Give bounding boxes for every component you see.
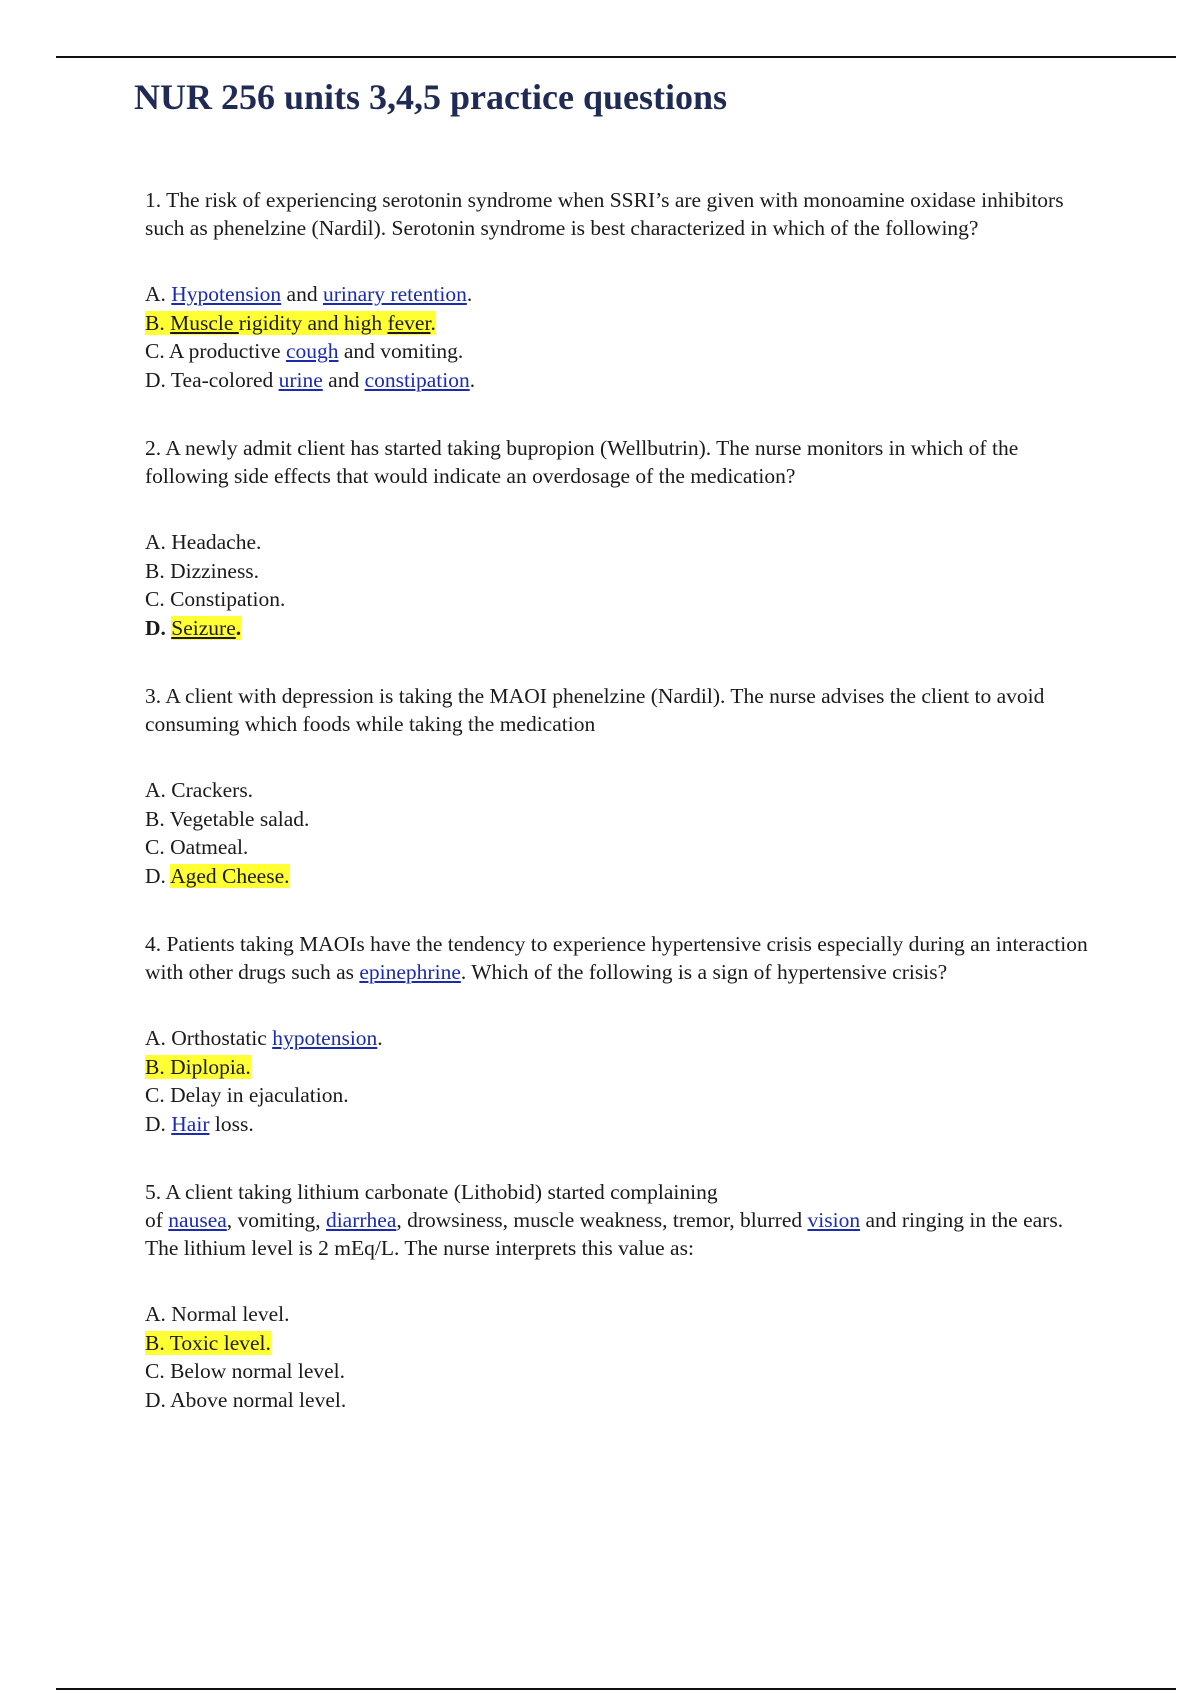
question-2-option-d-correct (145, 614, 1095, 643)
link-urinary-retention[interactable]: urinary retention (322, 282, 467, 306)
question-3-option-a: A. Crackers. (145, 778, 254, 802)
question-4-option-b-correct (145, 1053, 1095, 1082)
answer-highlight (145, 311, 436, 335)
stem-text: 4. Patients taking MAOIs have the tendency to experience hypertensive crisis especially during an interaction with other drugs such as (145, 932, 1088, 984)
link-hair[interactable]: Hair (171, 1111, 210, 1136)
question-4-stem (145, 930, 1095, 986)
link-seizure[interactable]: Seizure (171, 615, 236, 640)
option-text: loss. (209, 1111, 254, 1136)
question-1-stem: 1. The risk of experiencing serotonin syndrome when SSRI’s are given with monoamine oxidase inhibitors such as phenelzine (Nardil). Serotonin syndrome is best characterized in which of the following? (145, 188, 1064, 240)
question-3 (145, 682, 1095, 890)
link-epinephrine[interactable]: epinephrine (359, 960, 461, 984)
question-5-stem (145, 1178, 1095, 1262)
option-text: A. Orthostatic (145, 1026, 273, 1050)
question-2-option-a: A. Headache. (145, 530, 262, 554)
question-2-option-c: C. Constipation. (145, 587, 286, 611)
question-1 (145, 186, 1095, 394)
question-4-option-a (145, 1024, 1095, 1053)
bottom-rule (56, 1688, 1176, 1690)
link-hypotension[interactable]: hypotension (272, 1026, 378, 1050)
question-2 (145, 434, 1095, 642)
stem-text: , vomiting, (226, 1208, 326, 1232)
answer-highlight: B. Diplopia. (145, 1054, 251, 1079)
question-4-options (145, 1024, 1095, 1138)
link-hypotension[interactable]: Hypotension (171, 282, 282, 306)
option-text: . (235, 615, 242, 640)
question-3-stem: 3. A client with depression is taking the MAOI phenelzine (Nardil). The nurse advises the client to avoid consuming which foods while taking the medication (145, 684, 1045, 736)
question-1-option-b-correct (145, 309, 1095, 338)
question-3-option-d-correct (145, 862, 1095, 891)
question-5 (145, 1178, 1095, 1414)
link-nausea[interactable]: nausea (168, 1208, 227, 1232)
link-cough[interactable]: cough (285, 339, 339, 363)
option-text: and vomiting. (338, 339, 464, 363)
option-text: A. (145, 282, 172, 306)
question-1-option-a (145, 280, 1095, 309)
answer-highlight: B. Toxic level. (145, 1330, 271, 1355)
option-text: . (469, 367, 476, 392)
answer-highlight (171, 616, 241, 640)
question-2-options (145, 528, 1095, 642)
question-5-option-d: D. Above normal level. (145, 1387, 347, 1412)
option-text: D. (145, 1111, 172, 1136)
question-4 (145, 930, 1095, 1138)
stem-text: . Which of the following is a sign of hypertensive crisis? (460, 960, 948, 984)
option-text: C. A productive (145, 339, 286, 363)
link-fever[interactable]: fever (387, 310, 431, 335)
answer-highlight: Aged Cheese. (170, 863, 290, 888)
option-text: D. (145, 863, 171, 888)
question-3-option-c: C. Oatmeal. (145, 835, 249, 859)
question-5-option-b-correct (145, 1329, 1095, 1358)
document-title: NUR 256 units 3,4,5 practice questions (134, 77, 728, 117)
question-3-options (145, 776, 1095, 890)
link-diarrhea[interactable]: diarrhea (325, 1208, 397, 1232)
link-constipation[interactable]: constipation (364, 367, 470, 392)
stem-text: , drowsiness, muscle weakness, tremor, blurred (396, 1208, 808, 1232)
question-4-option-d (145, 1110, 1095, 1139)
top-rule (56, 56, 1176, 58)
link-muscle[interactable]: Muscle (170, 310, 239, 335)
option-text: . (377, 1026, 383, 1050)
option-text: D. (145, 615, 172, 640)
question-1-option-c (145, 337, 1095, 366)
option-text: rigidity and high (238, 310, 388, 335)
option-text: and (281, 282, 323, 306)
link-vision[interactable]: vision (807, 1208, 861, 1232)
option-text: and (322, 367, 365, 392)
link-urine[interactable]: urine (278, 367, 323, 392)
option-text: . (466, 282, 473, 306)
stem-text: and ringing in the ears. The lithium level is 2 mEq/L. The nurse interprets this value as: (145, 1208, 1064, 1260)
question-1-options (145, 280, 1095, 394)
question-list (145, 186, 1095, 1414)
question-5-option-c: C. Below normal level. (145, 1359, 346, 1383)
option-text: B. (145, 310, 171, 335)
option-text: D. Tea-colored (145, 367, 279, 392)
question-2-stem: 2. A newly admit client has started taking bupropion (Wellbutrin). The nurse monitors in which of the following side effects that would indicate an overdosage of the medication? (145, 436, 1019, 488)
stem-text: of (145, 1208, 169, 1232)
question-5-option-a: A. Normal level. (145, 1302, 290, 1326)
question-3-option-b: B. Vegetable salad. (145, 806, 310, 831)
option-text: . (430, 310, 436, 335)
question-5-options (145, 1300, 1095, 1414)
question-2-option-b: B. Dizziness. (145, 558, 260, 583)
question-1-option-d (145, 366, 1095, 395)
stem-text: 5. A client taking lithium carbonate (Lithobid) started complaining (145, 1180, 718, 1204)
question-4-option-c: C. Delay in ejaculation. (145, 1083, 349, 1107)
